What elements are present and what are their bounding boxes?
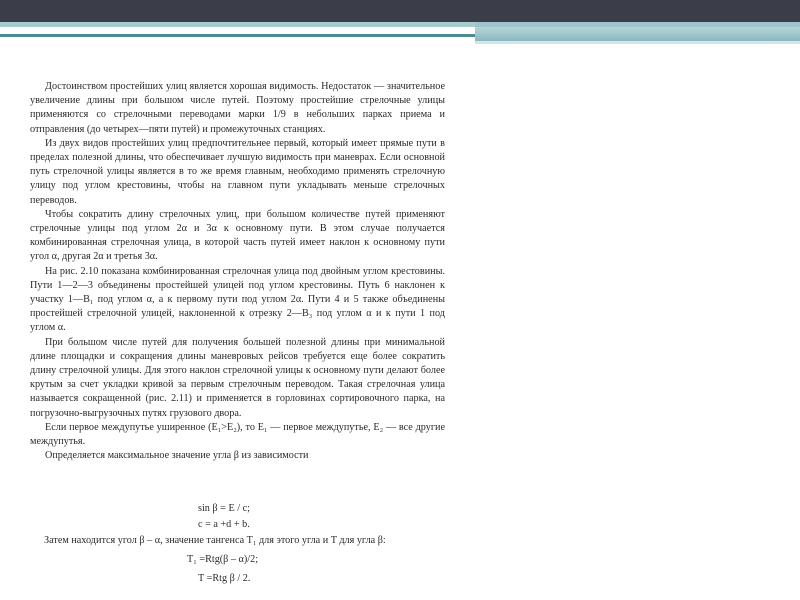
paragraph: Если первое междупутье уширенное (E₁>E₂), то E₁ — первое междупутье, E₂ — все другие междупутья. — [30, 421, 445, 448]
header-stripe — [0, 22, 475, 27]
header-line — [0, 34, 475, 37]
header-bar — [0, 0, 800, 22]
document-text — [30, 80, 445, 463]
paragraph: Чтобы сократить длину стрелочных улиц, при большом количестве путей применяют стрелочные улицы под углом 2α и 3α к основному пути. В этом случае получается комбинированная стрелочная улица, в которой часть путей имеет наклон к основному пути угол α, другая 2α и третья 3α. — [30, 208, 445, 263]
header-thin-right — [475, 41, 800, 44]
paragraph: Из двух видов простейших улиц предпочтительнее первый, который имеет прямые пути в пределах полезной длины, что обеспечивает лучшую видимость при маневрах. Если основной путь стрелочной улицы является в то же время главным, необходимо применять стрелочную улицу под углом крестовины, чтобы на главном пути укладывать меньше стрелочных переводов. — [30, 137, 445, 206]
formula-intro: Затем находится угол β – α, значение тангенса T₁ для этого угла и T для угла β: — [44, 535, 386, 546]
formula-sin: sin β = E / c; — [198, 503, 250, 514]
paragraph: На рис. 2.10 показана комбинированная стрелочная улица под двойным углом крестовины. Пути 1—2—3 объединены простейшей улицей под углом крестовины. Путь 6 наклонен к участку 1—B₁ под углом α, а к первому пути под углом 2α. Пути 4 и 5 также объединены простейшей стрелочной улицей, наклоненной к отрезку 2—B₃ под углом α и к пути 1 под углом α. — [30, 265, 445, 334]
paragraph: При большом числе путей для получения большей полезной длины при минимальной длине площадки и сокращения длины маневровых рейсов требуется еще более сократить длину стрелочной улицы. Для этого наклон стрелочной улицы к основному пути делают более крутым за счет укладки кривой за первым стрелочным переводом. Такая стрелочная улица называется сокращенной (рис. 2.11) и применяется в горловинах сортировочного парка, на погрузочно-выгрузочных путях грузового двора. — [30, 336, 445, 419]
formula-t1: T₁ =Rtg(β – α)/2; — [187, 554, 259, 565]
formula-c: c = a +d + b. — [198, 519, 250, 530]
formula-t: T =Rtg β / 2. — [198, 573, 251, 584]
paragraph: Определяется максимальное значение угла β из зависимости — [45, 450, 309, 462]
header-band-right — [475, 27, 800, 41]
paragraph: Достоинством простейших улиц является хорошая видимость. Недостаток — значительное увеличение длины при большом числе путей. Поэтому простейшие стрелочные улицы применяются со стрелочными переводами марки 1/9 в небольших парках приема и отправления (до четырех—пяти путей) и промежуточных станциях. — [30, 81, 445, 135]
